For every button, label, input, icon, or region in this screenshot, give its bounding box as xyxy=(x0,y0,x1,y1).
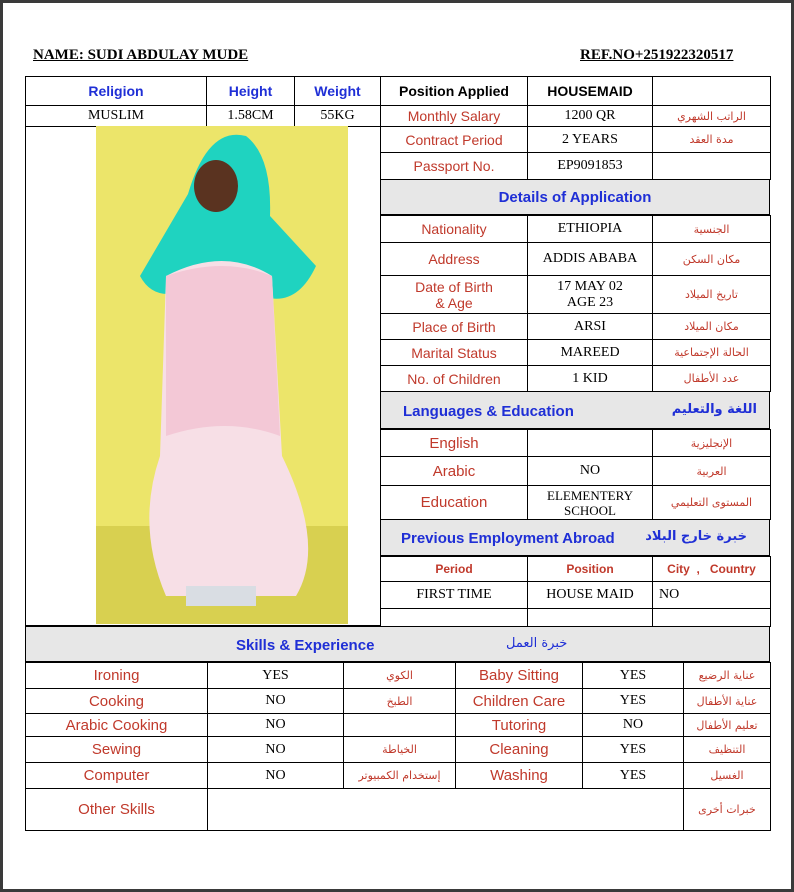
passport-value: EP9091853 xyxy=(528,153,653,180)
position-value: HOUSE MAID xyxy=(528,582,653,609)
children-value: 1 KID xyxy=(528,366,653,392)
period-col-header: Period xyxy=(381,557,528,582)
religion-value: MUSLIM xyxy=(26,106,207,127)
details-header: Details of Application xyxy=(380,179,770,215)
candidate-name: NAME: SUDI ABDULAY MUDE xyxy=(33,47,249,63)
skill-washing: Washing xyxy=(456,763,583,789)
marital-label: Marital Status xyxy=(381,340,528,366)
weight-value: 55KG xyxy=(295,106,381,127)
education-value: ELEMENTERY SCHOOL xyxy=(528,486,653,520)
physical-info-row xyxy=(25,105,771,127)
salary-label-ar: الراتب الشهري xyxy=(653,106,771,127)
employment-header: Previous Employment Abroad خبرة خارج البلاد xyxy=(380,519,770,556)
english-label: English xyxy=(381,430,528,457)
education-label: Education xyxy=(381,486,528,520)
skill-children-care: Children Care xyxy=(456,689,583,714)
birthplace-label: Place of Birth xyxy=(381,314,528,340)
candidate-photo xyxy=(96,126,348,624)
salary-label: Monthly Salary xyxy=(381,106,528,127)
contract-period-label: Contract Period xyxy=(381,127,528,153)
skill-arabic-cooking: Arabic Cooking xyxy=(26,714,208,737)
other-skills-label: Other Skills xyxy=(26,789,208,831)
skill-computer: Computer xyxy=(26,763,208,789)
arabic-value: NO xyxy=(528,457,653,486)
skills-table: Ironing YES الكوي Baby Sitting YES عناية الرضيع Cooking NO الطبخ Children Care YES عناية الأطفال Arabic Cooking NO Tutoring NO تعليم الأطفال Sewing NO الخياطة Cleaning YES التنظيف Computer NO إستخدام الكمبيوتر Washing YES الغسيل xyxy=(25,662,771,789)
dob-value: 17 MAY 02 AGE 23 xyxy=(528,276,653,314)
languages-table: English الإنجليزية Arabic NO العربية Education ELEMENTERY SCHOOL المستوى التعليمي xyxy=(380,429,771,520)
passport-label: Passport No. xyxy=(381,153,528,180)
position-applied-value: HOUSEMAID xyxy=(528,77,653,106)
weight-label: Weight xyxy=(295,77,381,106)
city-value: NO xyxy=(653,582,771,609)
salary-value: 1200 QR xyxy=(528,106,653,127)
period-value: FIRST TIME xyxy=(381,582,528,609)
birthplace-value: ARSI xyxy=(528,314,653,340)
contract-period-label-ar: مدة العقد xyxy=(653,127,771,153)
skill-cleaning: Cleaning xyxy=(456,737,583,763)
address-value: ADDIS ABABA xyxy=(528,243,653,276)
arabic-label: Arabic xyxy=(381,457,528,486)
address-label: Address xyxy=(381,243,528,276)
nationality-label: Nationality xyxy=(381,216,528,243)
employment-table xyxy=(380,556,771,627)
reference-number: REF.NO+251922320517 xyxy=(580,47,734,63)
languages-header: Languages & Education اللغة والتعليم xyxy=(380,391,770,429)
photo-frame xyxy=(25,126,381,626)
height-label: Height xyxy=(207,77,295,106)
dob-label: Date of Birth & Age xyxy=(381,276,528,314)
skill-baby-sitting: Baby Sitting xyxy=(456,663,583,689)
details-table: Nationality ETHIOPIA الجنسية Address ADDIS ABABA مكان السكن Date of Birth & Age 17 MAY 02 AGE 23 تاريخ الميلاد Place of Birth ARSI مكان الميلاد Marital Status MAREED الحالة الإجتماعية No. of Children 1 KID عدد الأطفال xyxy=(380,215,771,392)
top-info-table xyxy=(25,76,771,106)
height-value: 1.58CM xyxy=(207,106,295,127)
contract-table xyxy=(380,126,771,180)
biodata-sheet xyxy=(3,3,791,889)
skill-cooking: Cooking xyxy=(26,689,208,714)
skills-header: Skills & Experience خبرة العمل xyxy=(25,626,770,662)
skill-sewing: Sewing xyxy=(26,737,208,763)
city-col-header: City , Country xyxy=(653,557,771,582)
skill-tutoring: Tutoring xyxy=(456,714,583,737)
skill-ironing: Ironing xyxy=(26,663,208,689)
marital-value: MAREED xyxy=(528,340,653,366)
contract-period-value: 2 YEARS xyxy=(528,127,653,153)
other-skills-table: Other Skills خبرات أخرى xyxy=(25,788,771,831)
position-col-header: Position xyxy=(528,557,653,582)
position-applied-label: Position Applied xyxy=(381,77,528,106)
children-label: No. of Children xyxy=(381,366,528,392)
religion-label: Religion xyxy=(26,77,207,106)
nationality-value: ETHIOPIA xyxy=(528,216,653,243)
english-value xyxy=(528,430,653,457)
